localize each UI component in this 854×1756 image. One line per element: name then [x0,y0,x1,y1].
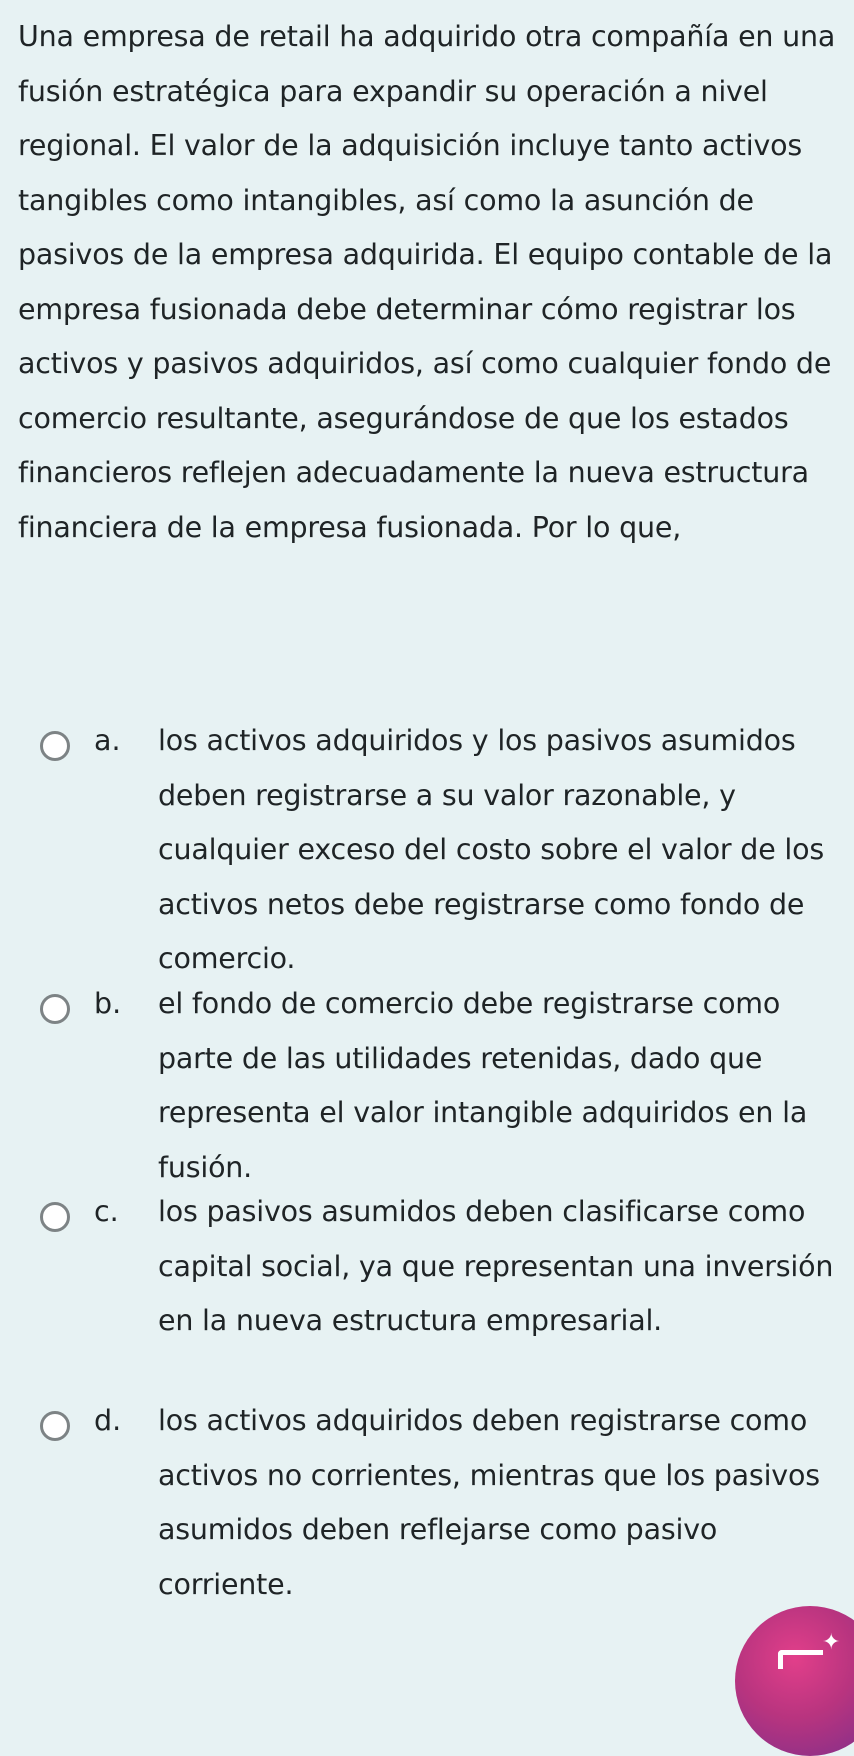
badge-glyph-icon [778,1650,823,1669]
radio-option-d[interactable] [40,1411,70,1441]
option-letter: a. [94,724,121,757]
radio-option-a[interactable] [40,731,70,761]
option-letter: d. [94,1404,122,1437]
sparkle-icon: ✦ [822,1630,841,1655]
option-text: el fondo de comercio debe registrarse como parte de las utilidades retenidas, dado que representa el valor intangible adquiridos en la fusión. [158,987,808,1184]
question-text: Una empresa de retail ha adquirido otra compañía en una fusión estratégica para expandir su operación a nivel regional. El valor de la adquisición incluye tanto activos tangibles como intangibles, así como la asunción de pasivos de la empresa adquirida. El equipo contable de la empresa fusionada debe determinar cómo registrar los activos y pasivos adquiridos, así como cualquier fondo de comercio resultante, asegurándose de que los estados financieros reflejen adecuadamente la nueva estructura financiera de la empresa fusionada. Por lo que, [18,20,836,544]
option-text: los activos adquiridos deben registrarse como activos no corrientes, mientras que los pasivos asumidos deben reflejarse como pasivo corriente. [158,1404,820,1601]
radio-option-b[interactable] [40,994,70,1024]
radio-option-c[interactable] [40,1202,70,1232]
option-letter: b. [94,987,122,1020]
option-letter: c. [94,1195,119,1228]
assistant-badge-icon[interactable] [735,1606,854,1756]
option-text: los pasivos asumidos deben clasificarse como capital social, ya que representan una inversión en la nueva estructura empresarial. [158,1195,834,1337]
option-text: los activos adquiridos y los pasivos asumidos deben registrarse a su valor razonable, y cualquier exceso del costo sobre el valor de los activos netos debe registrarse como fondo de comercio. [158,724,824,975]
